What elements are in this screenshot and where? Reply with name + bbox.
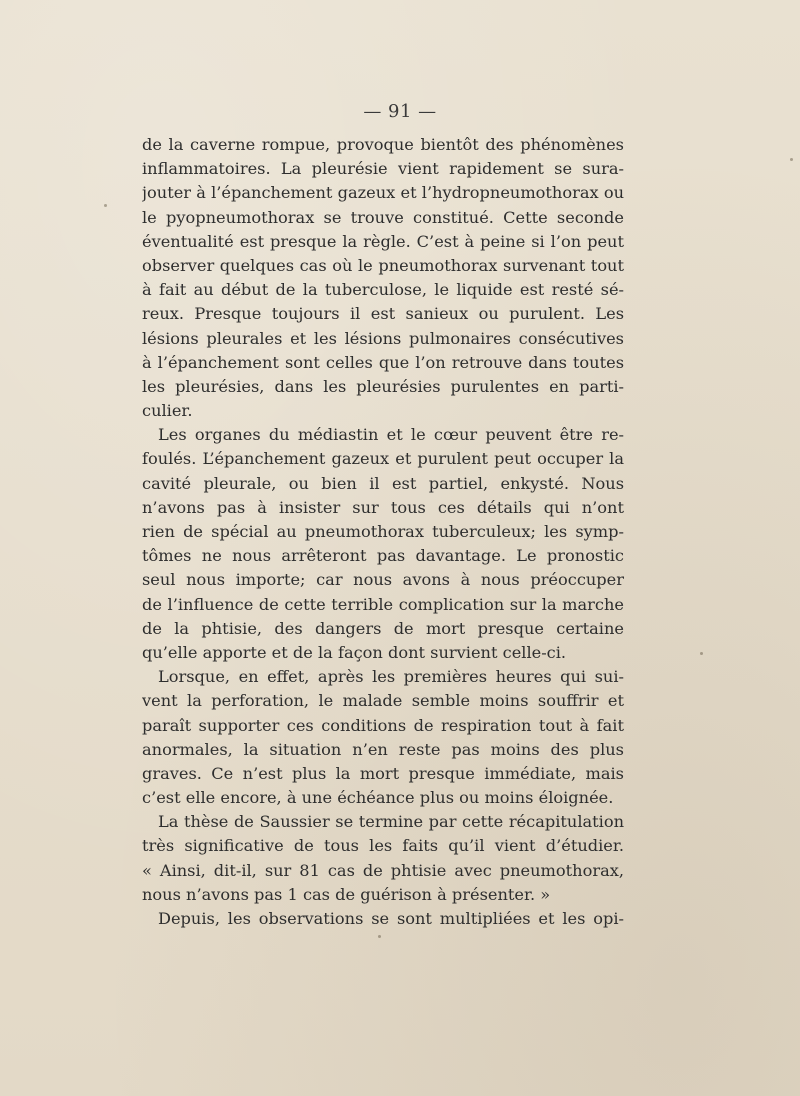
text-line: c’est elle encore, à une échéance plus ou moins éloignée. [142, 788, 614, 808]
text-line: Les organes du médiastin et le cœur peuvent être re- [158, 425, 624, 445]
paper-speck [700, 652, 703, 655]
text-line: seul nous importe; car nous avons à nous préoccuper [142, 570, 624, 590]
text-line: « Ainsi, dit-il, sur 81 cas de phtisie avec pneumothorax, [142, 860, 624, 880]
text-line: n’avons pas à insister sur tous ces détails qui n’ont [142, 497, 624, 517]
text-line: cavité pleurale, ou bien il est partiel, enkysté. Nous [142, 473, 624, 493]
text-line: lésions pleurales et les lésions pulmonaires consécutives [142, 328, 624, 348]
text-line: le pyopneumothorax se trouve constitué. Cette seconde [142, 207, 624, 227]
page-number: — 91 — [363, 101, 437, 122]
paper-speck [378, 935, 381, 938]
text-line: inflammatoires. La pleurésie vient rapidement se sura- [142, 159, 624, 179]
text-line: très significative de tous les faits qu’il vient d’étudier. [142, 836, 624, 856]
text-line: de la phtisie, des dangers de mort presque certaine [142, 618, 624, 638]
text-line: de l’influence de cette terrible complication sur la marche [142, 594, 624, 614]
text-line: La thèse de Saussier se termine par cette récapitulation [158, 812, 624, 832]
body-text [142, 133, 624, 931]
text-line: rien de spécial au pneumothorax tuberculeux; les symp- [142, 522, 624, 541]
text-line: qu’elle apporte et de la façon dont survient celle-ci. [142, 642, 567, 662]
text-line: graves. Ce n’est plus la mort presque immédiate, mais [142, 763, 624, 783]
text-line: paraît supporter ces conditions de respiration tout à fait [142, 715, 624, 735]
text-line: à l’épanchement sont celles que l’on retrouve dans toutes [142, 352, 624, 372]
text-line: Depuis, les observations se sont multipliées et les opi- [158, 909, 624, 928]
text-line: vent la perforation, le malade semble moins souffrir et [142, 691, 624, 711]
text-line: jouter à l’épanchement gazeux et l’hydropneumothorax ou [142, 183, 624, 203]
text-line: nous n’avons pas 1 cas de guérison à présenter. » [142, 884, 551, 904]
text-line: anormales, la situation n’en reste pas moins des plus [142, 739, 624, 759]
text-line: culier. [142, 401, 193, 421]
text-line: éventualité est presque la règle. C’est à peine si l’on peut [142, 231, 624, 251]
text-line: de la caverne rompue, provoque bientôt des phénomènes [142, 135, 624, 154]
text-line: foulés. L’épanchement gazeux et purulent peut occuper la [142, 449, 624, 469]
text-line: observer quelques cas où le pneumothorax survenant tout [142, 255, 624, 275]
text-line: reux. Presque toujours il est sanieux ou purulent. Les [142, 304, 624, 324]
text-line: Lorsque, en effet, après les premières heures qui sui- [158, 667, 624, 687]
text-line: les pleurésies, dans les pleurésies purulentes en parti- [142, 376, 624, 396]
paper-speck [104, 204, 107, 207]
text-line: tômes ne nous arrêteront pas davantage. Le pronostic [142, 546, 624, 566]
text-line: à fait au début de la tuberculose, le liquide est resté sé- [142, 280, 624, 300]
paper-speck [790, 158, 793, 161]
